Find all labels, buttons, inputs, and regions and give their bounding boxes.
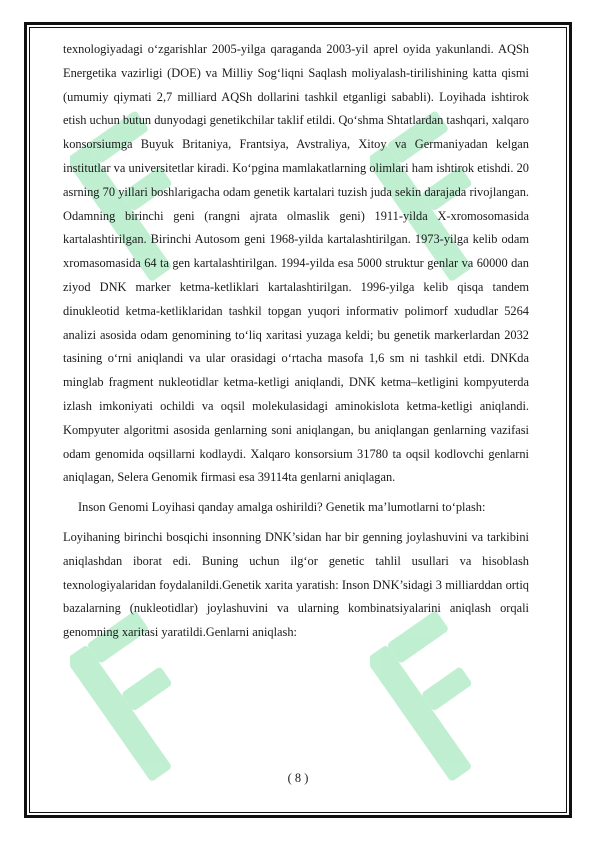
section-question: Inson Genomi Loyihasi qanday amalga oshirildi? Genetik ma’lumotlarni to‘plash: <box>78 500 486 515</box>
body-paragraph: texnologiyadagi o‘zgarishlar 2005-yilga qaraganda 2003-yil aprel oyida yakunlandi. AQSh Energetika vazirligi (DOE) va Milliy Sog‘liqni Saqlash moliyalash-tirilishining katta qismi (umumiy qiymati 2,7 milliard AQSh dollarini tashkil etganligi sababli). Loyihada ishtirok etish uchun butun dunyodagi genetikchilar taklif etildi. Qo‘shma Shtatlardan tashqari, xalqaro konsorsiumga Buyuk Britaniya, Frantsiya, Avstraliya, Xitoy va Germaniyadan kelgan institutlar va universitetlar kiradi. Ko‘pgina mamlakatlarning olimlari ham ishtirok etishdi. 20 asrning 70 yillari boshlarigacha odam genetik kartalari tuzish juda sekin darajada rivojlangan. Odamning birinchi geni (rangni ajrata olmaslik geni) 1911-yilda X-xromosomasida kartalashtirilgan. Birinchi Autosom geni 1968-yilda kartalashtirilgan. 1973-yilga kelib odam xromasomasida 64 ta gen kartalashtirilgan. 1994-yilda esa 5000 struktur genlar va 60000 dan ziyod DNK marker ketma-ketliklari kartalashtirilgan. 1996-yilga kelib qisqa tandem dinukleotid ketma-ketliklaridan tashkil topgan yuqori informativ polimorf xududlar 5264 analizi asosida odam genomining to‘liq xaritasi yuzaga keldi; bu genetik markerlardan 2032 tasining o‘rni aniqlandi va ular orasidagi o‘rtacha masofa 1,6 sm ni tashkil etdi. DNKda minglab fragment nukleotidlar ketma-ketligi aniqlandi, DNK ketma–ketligini kompyuterda izlash imkoniyati ochildi va oqsil molekulasidagi aminokislota ketma-ketligi aniqlandi. Kompyuter algoritmi asosida genlarning soni aniqlangan, bu aniqlangan genlarning vazifasi odam genomida oqsillarni kodlaydi. Xalqaro konsorsium 31780 ta oqsil kodlovchi genlarni aniqlagan, Selera Genomik firmasi esa 39114ta genlarni aniqlagan. <box>63 42 529 485</box>
page-number: ( 8 ) <box>287 771 309 785</box>
document-body <box>63 38 529 649</box>
body-paragraph: Loyihaning birinchi bosqichi insonning DNK’sidan har bir genning joylashuvini va tarkibini aniqlashdan iborat edi. Buning uchun ilg‘or genetic tahlil usullari va hisoblash texnologiyalaridan foydalanildi.Genetik xarita yaratish: Inson DNK’sidagi 3 milliarddan ortiq bazalarning (nukleotidlar) joylashuvini va ularning kombinatsiyalarini aniqlash orqali genomning xaritasi yaratildi.Genlarni aniqlash: <box>63 529 529 640</box>
